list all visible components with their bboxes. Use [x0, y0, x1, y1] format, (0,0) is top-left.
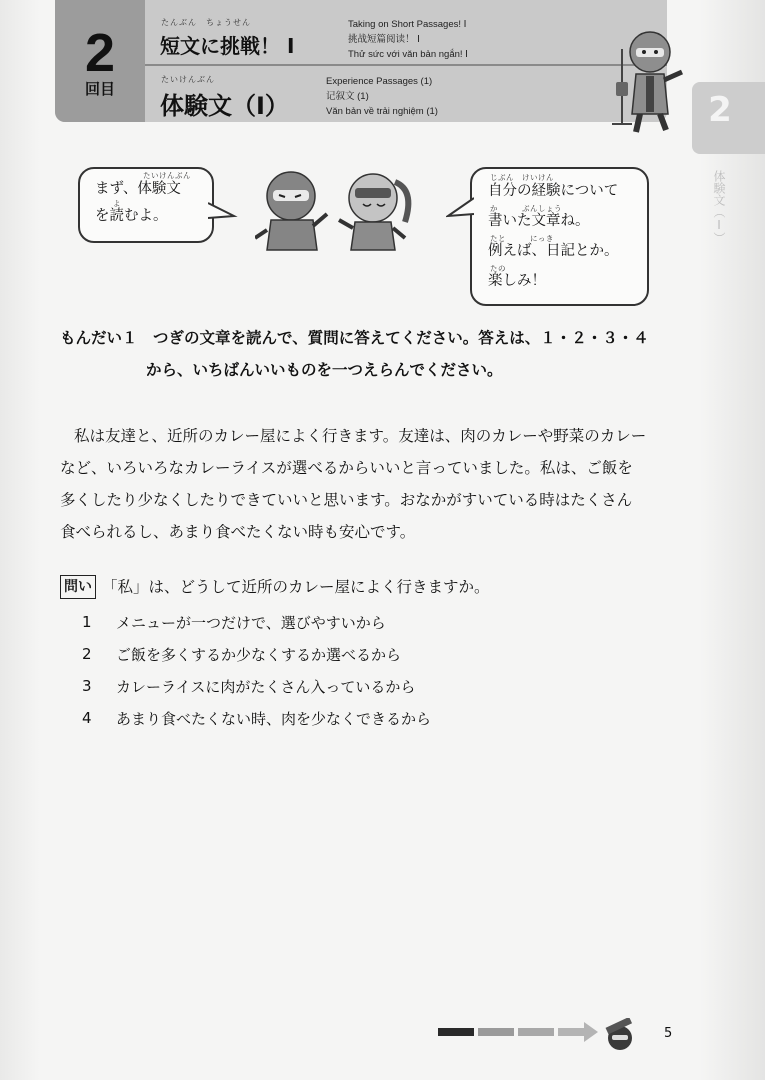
- side-tab-number: 2: [708, 90, 732, 130]
- passage-line-3: 多くしたり少なくしたりできていいと思います。おなかがすいている時はたくさん: [60, 491, 633, 509]
- ninja-mascot-icon: [600, 24, 695, 136]
- title2-vi: Văn bản về trải nghiệm (1): [326, 106, 438, 117]
- left-bubble-ruby-1: たいけんぶん: [143, 171, 191, 180]
- ninja-characters-icon: [255, 168, 425, 253]
- right-bubble-ruby-3: たと にっき: [490, 234, 554, 243]
- option-1-number: 1: [82, 613, 92, 631]
- option-2-number: 2: [82, 645, 92, 663]
- option-2[interactable]: [82, 638, 431, 670]
- right-bubble-ruby-2: か ぶんしょう: [490, 204, 562, 213]
- instruction-line-2: から、いちばんいいものを一つえらんでください。: [146, 361, 503, 379]
- passage-line-1: 私は友達と、近所のカレー屋によく行きます。友達は、肉のカレーや野菜のカレー: [74, 427, 647, 445]
- question-label: 問い: [60, 575, 96, 599]
- instruction-line-1: もんだい１ つぎの文章を読んで、質問に答えてください。答えは、１・２・３・４: [60, 329, 649, 347]
- header-divider: [145, 64, 667, 66]
- title2: 体験文（Ⅰ）: [160, 92, 289, 120]
- option-3[interactable]: [82, 670, 431, 702]
- option-4-text: あまり食べたくない時、肉を少なくできるから: [116, 709, 432, 728]
- title2-ruby: たいけんぶん: [161, 75, 215, 84]
- right-bubble-line-3: 例えば、日記とか。: [488, 243, 619, 259]
- right-bubble-tail: [446, 196, 474, 222]
- answer-options: [82, 606, 431, 734]
- title2-zh: 记叙文 (1): [326, 91, 369, 102]
- title1-zh: 挑战短篇阅读！ Ⅰ: [348, 34, 420, 45]
- left-bubble-ruby-2: よ: [113, 199, 121, 208]
- lesson-number: 2: [84, 23, 116, 83]
- reading-passage: [60, 420, 700, 548]
- right-bubble-line-2: 書いた文章ね。: [488, 213, 590, 229]
- left-bubble-line-1: まず、体験文: [95, 181, 181, 197]
- title2-translations: [326, 74, 438, 119]
- right-bubble-line-1: 自分の経験について: [488, 183, 619, 199]
- option-2-text: ご飯を多くするか少なくするか選べるから: [116, 645, 402, 664]
- option-1[interactable]: [82, 606, 431, 638]
- left-bubble-line-2: を読むよ。: [95, 208, 168, 224]
- title1-en: Taking on Short Passages! Ⅰ: [348, 19, 467, 30]
- option-3-number: 3: [82, 677, 92, 695]
- title1-translations: [348, 17, 468, 62]
- passage-line-4: 食べられるし、あまり食べたくない時も安心です。: [60, 523, 416, 541]
- side-tab-label: 体験文（Ⅰ）: [712, 170, 726, 244]
- title1: 短文に挑戦！ Ⅰ: [160, 34, 295, 58]
- option-4-number: 4: [82, 709, 92, 727]
- question-text: 「私」は、どうして近所のカレー屋によく行きますか。: [102, 578, 490, 596]
- title1-ruby: たんぶん ちょうせん: [161, 18, 251, 27]
- option-3-text: カレーライスに肉がたくさん入っているから: [116, 677, 416, 696]
- title1-vi: Thử sức với văn bản ngắn! Ⅰ: [348, 49, 468, 60]
- option-4[interactable]: [82, 702, 431, 734]
- passage-line-2: など、いろいろなカレーライスが選べるからいいと言っていました。私は、ご飯を: [60, 459, 633, 477]
- right-bubble-ruby-1: じぶん けいけん: [490, 173, 554, 182]
- option-1-text: メニューが一つだけで、選びやすいから: [116, 613, 386, 632]
- progress-arrow-icon: [438, 1018, 658, 1052]
- title2-en: Experience Passages (1): [326, 76, 433, 87]
- lesson-suffix: 回目: [84, 80, 115, 98]
- left-bubble-tail: [208, 200, 238, 222]
- right-bubble-line-4: 楽しみ！: [488, 273, 546, 289]
- right-bubble-ruby-4: たの: [490, 264, 506, 273]
- page-number: 5: [664, 1026, 673, 1041]
